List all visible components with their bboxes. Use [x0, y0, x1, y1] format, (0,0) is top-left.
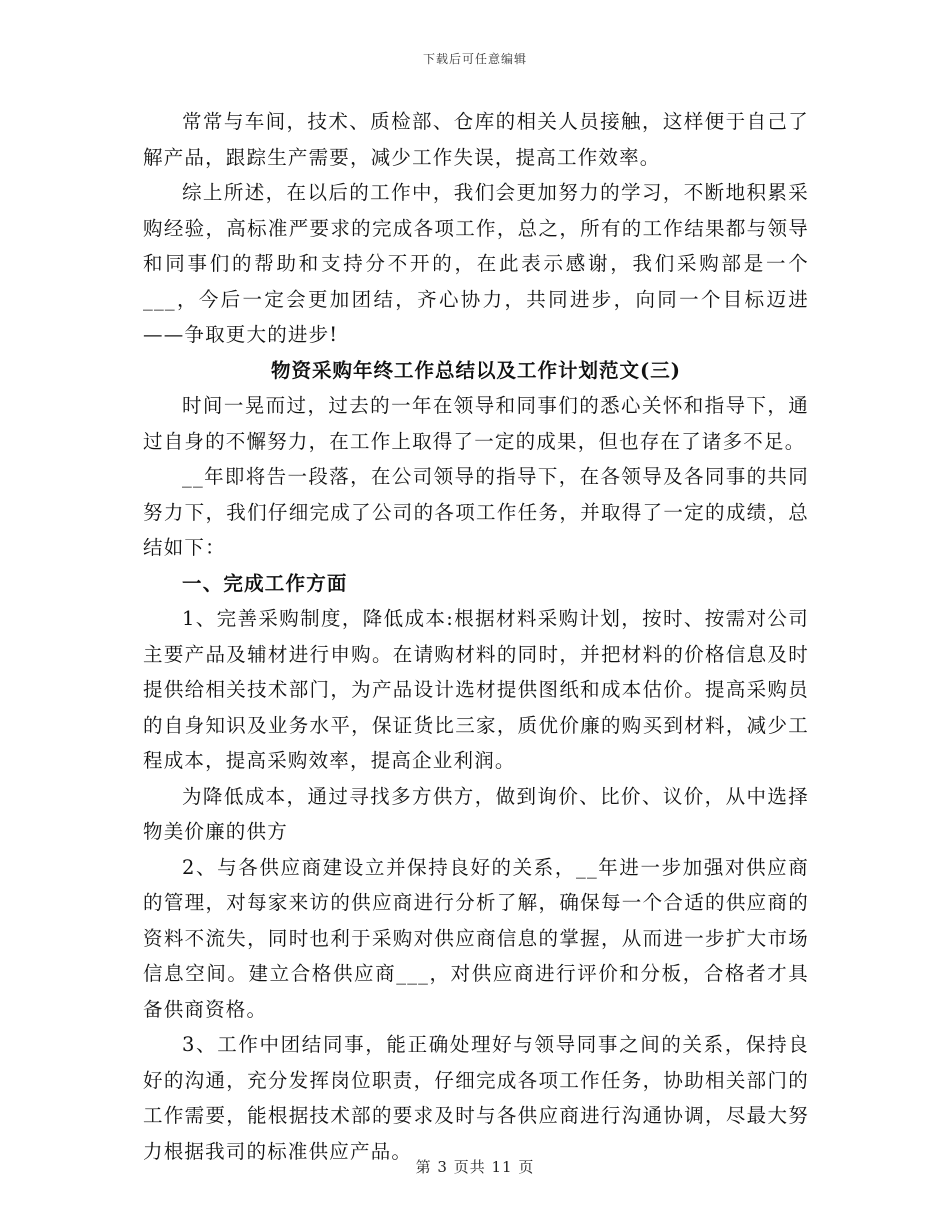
paragraph-year-summary: __年即将告一段落，在公司领导的指导下，在各领导及各同事的共同努力下，我们仔细完成了公司的各项工作任务，并取得了一定的成绩，总结如下： — [143, 465, 809, 559]
page-number: 第 3 页共 11 页 — [415, 1158, 535, 1176]
paragraph-item-2: 2、与各供应商建设立并保持良好的关系，__年进一步加强对供应商的管理，对每家来访的供应商进行分析了解，确保每一个合适的供应商的资料不流失，同时也利于采购对供应商信息的掌握，从而进一步扩大市场信息空间。建立合格供应商___，对供应商进行评价和分板，合格者才具备供商资格。 — [143, 855, 809, 1021]
paragraph-item-1: 1、完善采购制度，降低成本:根据材料采购计划，按时、按需对公司主要产品及辅材进行申购。在请购材料的同时，并把材料的价格信息及时提供给相关技术部门，为产品设计选材提供图纸和成本估价。提高采购员的自身知识及业务水平，保证货比三家，质优价廉的购买到材料，减少工程成本，提高采购效率，提高企业利润。 — [143, 607, 809, 772]
page-header: 下载后可任意编辑 — [422, 52, 527, 66]
paragraph-item-3: 3、工作中团结同事，能正确处理好与领导同事之间的关系，保持良好的沟通，充分发挥岗位职责，仔细完成各项工作任务，协助相关部门的工作需要，能根据技术部的要求及时与各供应商进行沟通协调，尽最大努力根据我司的标准供应产品。 — [143, 1033, 809, 1163]
section-title: 物资采购年终工作总结以及工作计划范文(三) — [271, 358, 681, 382]
heading-work-completed: 一、完成工作方面 — [182, 571, 348, 595]
paragraph-conclusion: 综上所述，在以后的工作中，我们会更加努力的学习，不断地积累采购经验，高标准严要求的完成各项工作，总之，所有的工作结果都与领导和同事们的帮助和支持分不开的，在此表示感谢，我们采购部是一个___，今后一定会更加团结，齐心协力，共同进步，向同一个目标迈进——争取更大的进步! — [143, 181, 809, 346]
paragraph-cost-reduction: 为降低成本，通过寻找多方供方，做到询价、比价、议价，从中选择物美价廉的供方 — [143, 784, 809, 843]
paragraph-intro: 时间一晃而过，过去的一年在领导和同事们的悉心关怀和指导下，通过自身的不懈努力，在工作上取得了一定的成果，但也存在了诸多不足。 — [143, 394, 809, 453]
document-body — [143, 104, 809, 1169]
paragraph-contact-departments: 常常与车间，技术、质检部、仓库的相关人员接触，这样便于自己了解产品，跟踪生产需要，减少工作失误，提高工作效率。 — [143, 110, 809, 169]
